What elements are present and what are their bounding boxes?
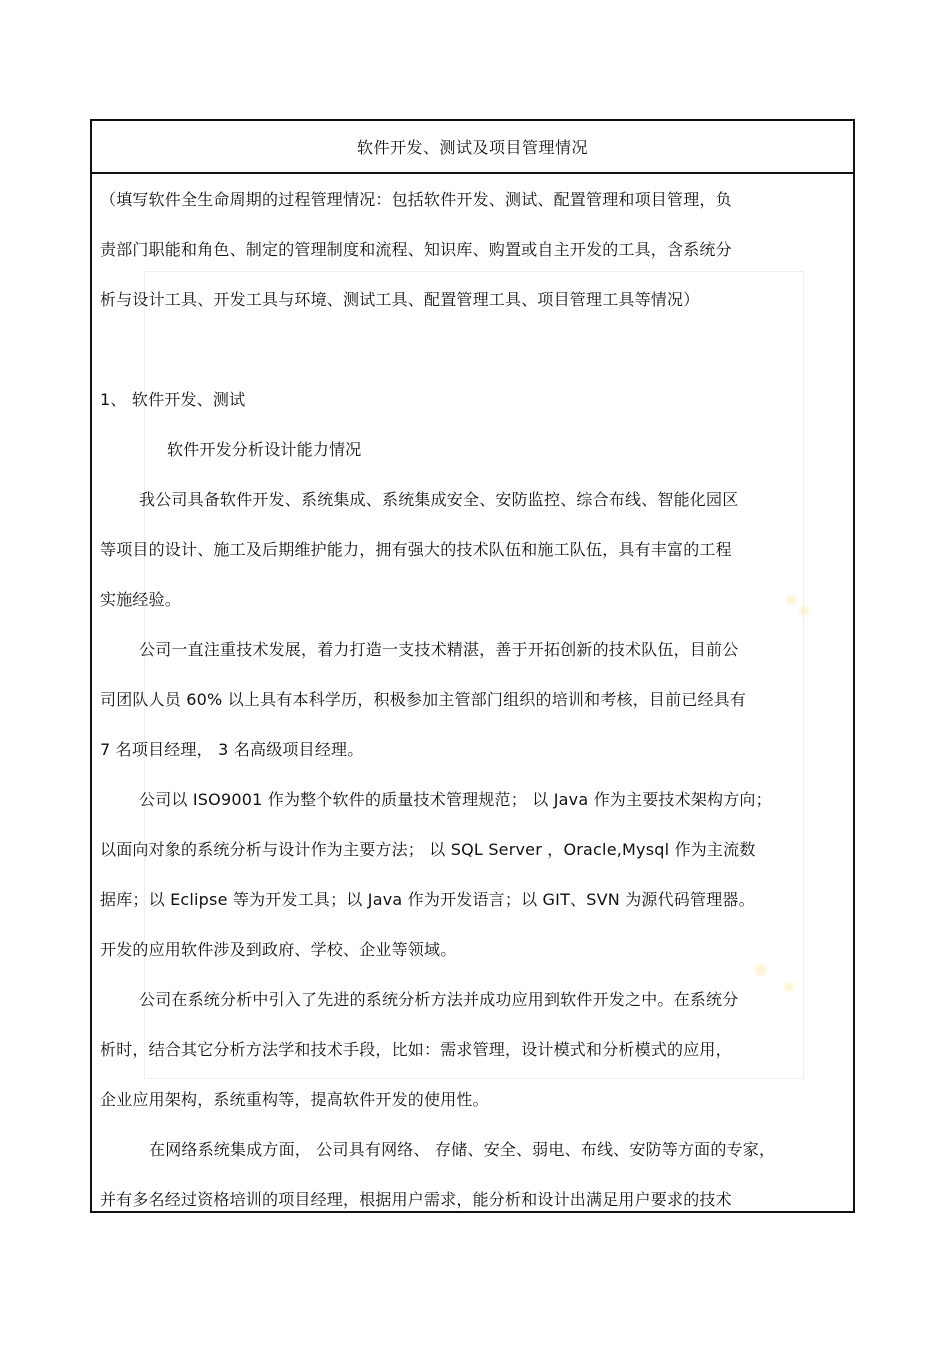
paragraph-line-10: 开发的应用软件涉及到政府、学校、企业等领域。 xyxy=(100,940,457,959)
section-heading: 1、 软件开发、测试 xyxy=(100,390,246,409)
paragraph-line-8: 以面向对象的系统分析与设计作为主要方法； 以 SQL Server ，Oracle,Mysql 作为主流数 xyxy=(100,840,756,859)
paragraph-line-11: 公司在系统分析中引入了先进的系统分析方法并成功应用到软件开发之中。在系统分 xyxy=(139,990,739,1009)
paragraph-line-2: 等项目的设计、施工及后期维护能力，拥有强大的技术队伍和施工队伍，具有丰富的工程 xyxy=(100,540,732,559)
paragraph-line-5: 司团队人员 60% 以上具有本科学历，积极参加主管部门组织的培训和考核，目前已经具有 xyxy=(100,690,747,709)
yellow-mark xyxy=(784,982,794,992)
document-content xyxy=(92,174,853,1211)
intro-line-3: 析与设计工具、开发工具与环境、测试工具、配置管理工具、项目管理工具等情况） xyxy=(100,290,700,309)
paragraph-line-9: 据库；以 Eclipse 等为开发工具；以 Java 作为开发语言；以 GIT、SVN 为源代码管理器。 xyxy=(100,890,755,909)
paragraph-line-4: 公司一直注重技术发展，着力打造一支技术精湛，善于开拓创新的技术队伍，目前公 xyxy=(139,640,739,659)
paragraph-line-7: 公司以 ISO9001 作为整个软件的质量技术管理规范； 以 Java 作为主要技术架构方向； xyxy=(139,790,772,809)
yellow-mark xyxy=(786,595,796,605)
paragraph-line-12: 析时，结合其它分析方法学和技术手段，比如：需求管理，设计模式和分析模式的应用， xyxy=(100,1040,732,1059)
intro-line-2: 责部门职能和角色、制定的管理制度和流程、知识库、购置或自主开发的工具，含系统分 xyxy=(100,240,732,259)
paragraph-line-13: 企业应用架构，系统重构等，提高软件开发的使用性。 xyxy=(100,1090,489,1109)
yellow-mark xyxy=(799,606,809,616)
paragraph-line-14: 在网络系统集成方面， 公司具有网络、 存储、安全、弱电、布线、安防等方面的专家， xyxy=(149,1140,776,1159)
document-title: 软件开发、测试及项目管理情况 xyxy=(92,121,853,174)
paragraph-line-1: 我公司具备软件开发、系统集成、系统集成安全、安防监控、综合布线、智能化园区 xyxy=(139,490,739,509)
paragraph-line-3: 实施经验。 xyxy=(100,590,182,609)
paragraph-line-15: 并有多名经过资格培训的项目经理，根据用户需求，能分析和设计出满足用户要求的技术 xyxy=(100,1190,732,1209)
paragraph-line-6: 7 名项目经理， 3 名高级项目经理。 xyxy=(100,740,364,759)
document-frame xyxy=(90,119,855,1213)
intro-line-1: （填写软件全生命周期的过程管理情况：包括软件开发、测试、配置管理和项目管理，负 xyxy=(100,190,732,209)
subheading: 软件开发分析设计能力情况 xyxy=(167,440,362,459)
yellow-mark xyxy=(755,964,767,976)
